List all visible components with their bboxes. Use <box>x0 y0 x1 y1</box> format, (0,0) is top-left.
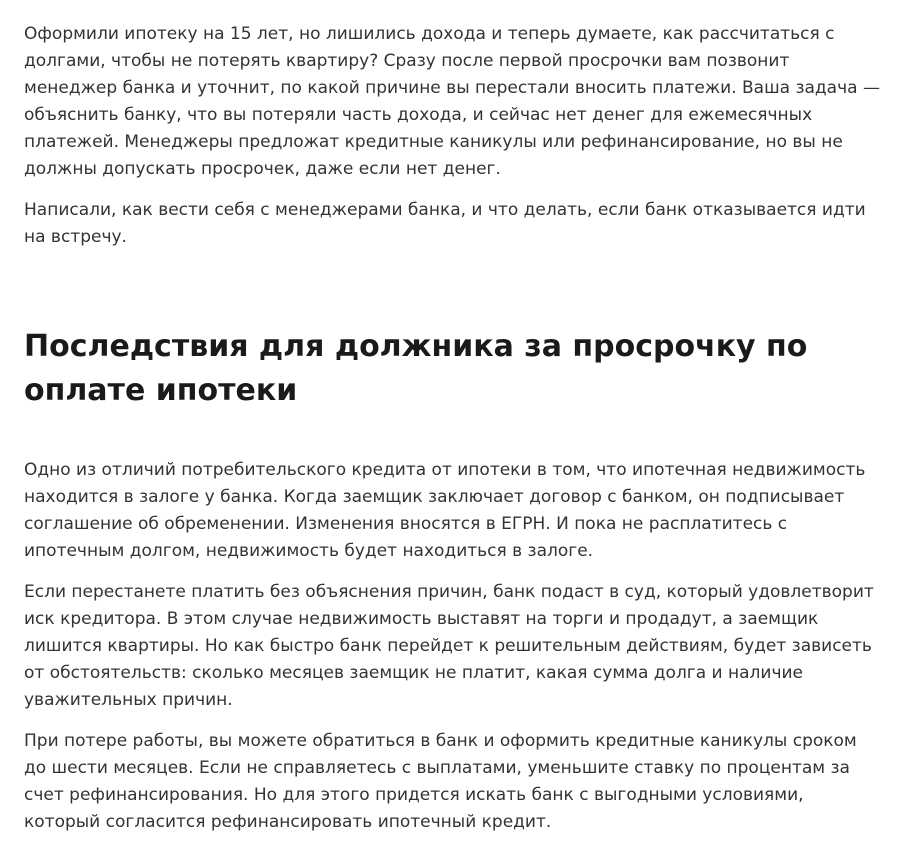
section-body <box>24 457 884 836</box>
section-paragraph-2: Если перестанете платить без объяснения причин, банк подаст в суд, который удовлетворит иск кредитора. В этом случае недвижимость выставят на торги и продадут, а заемщик лишится квартиры. Но как быстро банк перейдет к решительным действиям, будет зависеть от обстоятельств: сколько месяцев заемщик не платит, какая сумма долга и наличие уважительных причин. <box>24 582 874 710</box>
section-paragraph-1: Одно из отличий потребительского кредита от ипотеки в том, что ипотечная недвижимость находится в залоге у банка. Когда заемщик заключает договор с банком, он подписывает соглашение об обременении. Изменения вносятся в ЕГРН. И пока не расплатитесь с ипотечным долгом, недвижимость будет находиться в залоге. <box>24 460 866 561</box>
intro-paragraph-1: Оформили ипотеку на 15 лет, но лишились дохода и теперь думаете, как рассчитаться с долгами, чтобы не потерять квартиру? Сразу после первой просрочки вам позвонит менеджер банка и уточнит, по какой причине вы перестали вносить платежи. Ваша задача — объяснить банку, что вы потеряли часть дохода, и сейчас нет денег для ежемесячных платежей. Менеджеры предложат кредитные каникулы или рефинансирование, но вы не должны допускать просрочек, даже если нет денег. <box>24 24 880 179</box>
section-paragraph-3: При потере работы, вы можете обратиться в банк и оформить кредитные каникулы сроком до шести месяцев. Если не справляетесь с выплатами, уменьшите ставку по процентам за счет рефинансирования. Но для этого придется искать банк с выгодными условиями, который согласится рефинансировать ипотечный кредит. <box>24 731 857 832</box>
section-heading: Последствия для должника за просрочку по оплате ипотеки <box>24 329 808 408</box>
intro-paragraph-2: Написали, как вести себя с менеджерами банка, и что делать, если банк отказывается идти на встречу. <box>24 200 866 247</box>
intro-section <box>24 21 884 251</box>
